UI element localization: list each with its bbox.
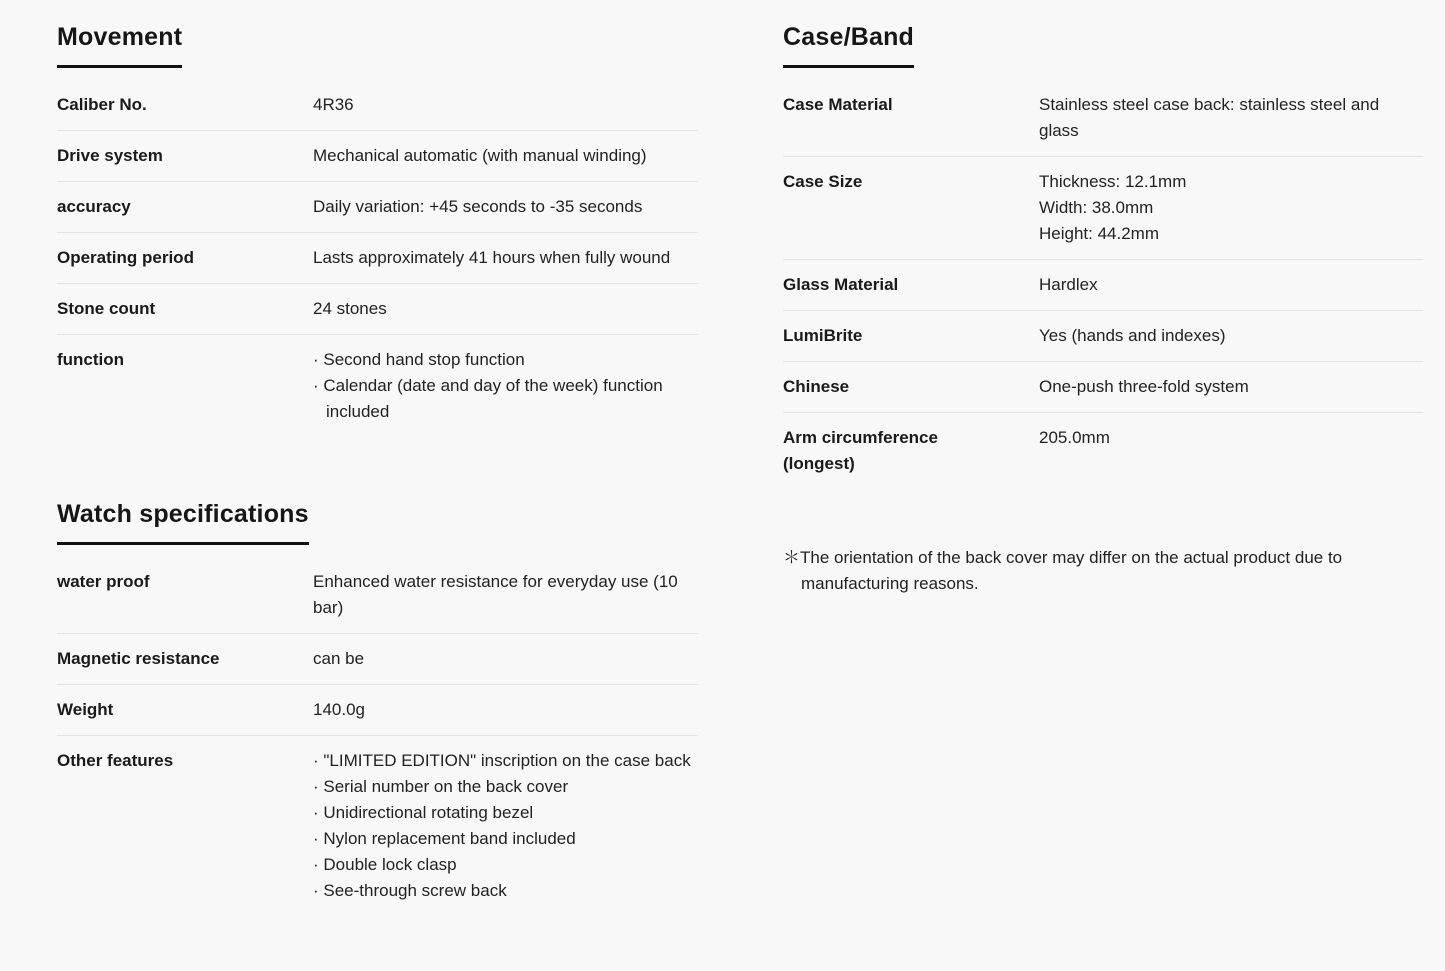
spec-value-line: One-push three-fold system	[1039, 377, 1249, 396]
spec-value-line: · Nylon replacement band included	[313, 829, 576, 848]
spec-label: Magnetic resistance	[57, 649, 220, 668]
spec-value-line: · Second hand stop function	[313, 350, 525, 369]
spec-row	[57, 80, 698, 131]
spec-row	[57, 284, 698, 335]
spec-value	[313, 92, 698, 118]
spec-label: Weight	[57, 700, 114, 719]
spec-value-line: 24 stones	[313, 299, 387, 318]
spec-row	[57, 131, 698, 182]
spec-label: Caliber No.	[57, 95, 147, 114]
spec-value-line: Enhanced water resistance for everyday use (10 bar)	[313, 572, 678, 617]
spec-label: LumiBrite	[783, 326, 863, 345]
spec-label: function	[57, 350, 125, 369]
spec-value	[313, 646, 698, 672]
spec-value	[1039, 169, 1423, 247]
spec-row	[57, 557, 698, 634]
spec-row	[783, 157, 1423, 260]
spec-value-line: · Double lock clasp	[313, 855, 457, 874]
spec-value	[313, 296, 698, 322]
spec-label: Chinese	[783, 377, 850, 396]
spec-value-line: · See-through screw back	[313, 881, 507, 900]
section-title-case-band: Case/Band	[783, 22, 914, 68]
back-cover-note: ＊The orientation of the back cover may differ on the actual product due to manufacturing reasons.	[783, 548, 1343, 593]
spec-value	[313, 194, 698, 220]
spec-value-line: Daily variation: +45 seconds to -35 seconds	[313, 197, 643, 216]
spec-value-line: · Serial number on the back cover	[313, 777, 569, 796]
spec-label: water proof	[57, 572, 150, 591]
spec-row	[783, 311, 1423, 362]
spec-value	[1039, 374, 1423, 400]
spec-value	[313, 347, 698, 425]
spec-value-line: · "LIMITED EDITION" inscription on the case back	[313, 751, 691, 770]
spec-value-line: Yes (hands and indexes)	[1039, 326, 1226, 345]
spec-value-line: can be	[313, 649, 365, 668]
section-title-movement: Movement	[57, 22, 182, 68]
spec-value-line: Lasts approximately 41 hours when fully wound	[313, 248, 671, 267]
spec-row	[783, 413, 1423, 489]
spec-row	[783, 260, 1423, 311]
spec-value	[1039, 425, 1423, 477]
spec-value	[1039, 272, 1423, 298]
spec-row	[783, 80, 1423, 157]
spec-label: Arm circumference (longest)	[783, 428, 938, 473]
spec-value	[1039, 92, 1423, 144]
spec-label: Case Material	[783, 95, 893, 114]
spec-row	[57, 634, 698, 685]
spec-value-line: Height: 44.2mm	[1039, 224, 1159, 243]
spec-value-line: Width: 38.0mm	[1039, 198, 1154, 217]
spec-row	[57, 736, 698, 916]
spec-value-line: · Unidirectional rotating bezel	[313, 803, 534, 822]
spec-value-line: Hardlex	[1039, 275, 1098, 294]
spec-table-watch-specifications	[57, 557, 698, 916]
section-movement	[57, 22, 698, 437]
spec-value-line: 140.0g	[313, 700, 365, 719]
spec-label: Stone count	[57, 299, 156, 318]
spec-row	[57, 685, 698, 736]
spec-value	[313, 143, 698, 169]
spec-label: Glass Material	[783, 275, 899, 294]
spec-label: Drive system	[57, 146, 163, 165]
spec-value	[313, 697, 698, 723]
spec-row	[783, 362, 1423, 413]
section-watch-specifications	[57, 499, 698, 916]
spec-table-movement	[57, 80, 698, 437]
spec-value-line: Mechanical automatic (with manual winding)	[313, 146, 647, 165]
spec-value-line: Stainless steel case back: stainless steel and glass	[1039, 95, 1380, 140]
spec-value-line: · Calendar (date and day of the week) function included	[313, 376, 663, 421]
spec-value-line: 4R36	[313, 95, 354, 114]
spec-label: Other features	[57, 751, 174, 770]
spec-value	[313, 748, 698, 904]
spec-row	[57, 182, 698, 233]
spec-row	[57, 335, 698, 437]
spec-label: Case Size	[783, 172, 863, 191]
left-column	[57, 22, 698, 971]
right-column	[783, 22, 1423, 971]
spec-row	[57, 233, 698, 284]
section-case-band	[783, 22, 1423, 489]
spec-label: accuracy	[57, 197, 131, 216]
spec-table-case-band	[783, 80, 1423, 489]
spec-label: Operating period	[57, 248, 194, 267]
spec-value	[1039, 323, 1423, 349]
spec-value-line: Thickness: 12.1mm	[1039, 172, 1187, 191]
section-title-watch-specifications: Watch specifications	[57, 499, 309, 545]
spec-value	[313, 569, 698, 621]
spec-value-line: 205.0mm	[1039, 428, 1110, 447]
spec-value	[313, 245, 698, 271]
